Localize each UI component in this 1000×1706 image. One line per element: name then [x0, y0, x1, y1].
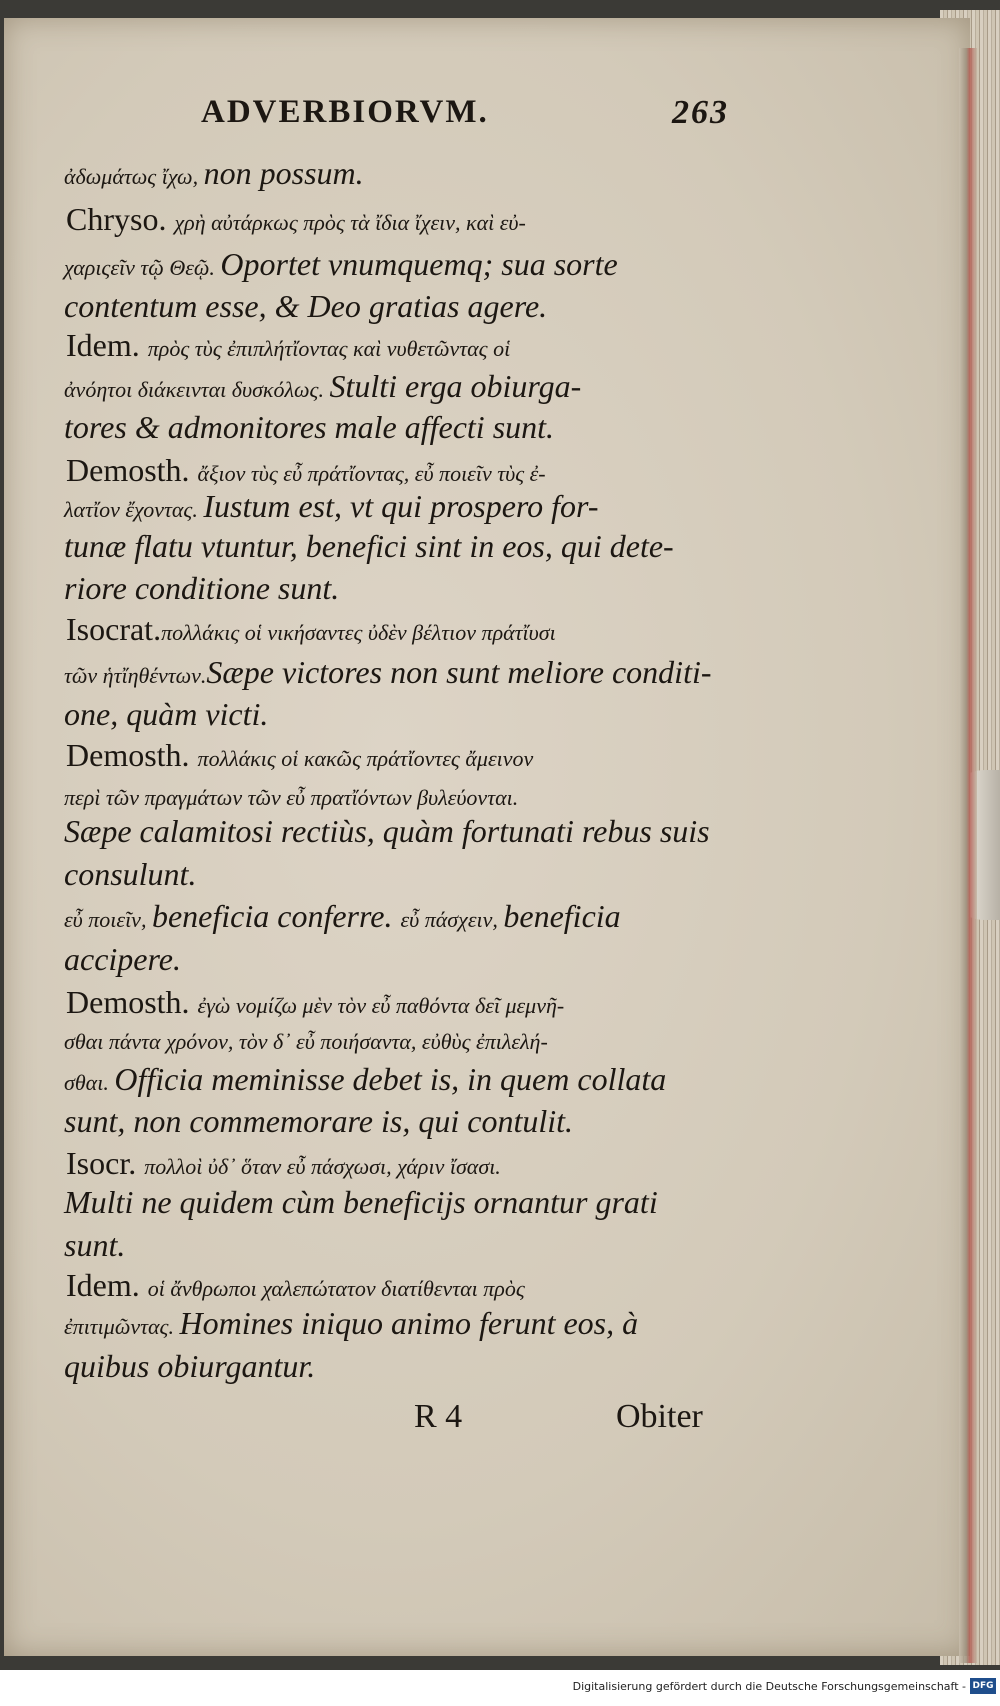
- greek-text: τῶν ἡτἴηθέντων.: [64, 663, 207, 688]
- speaker-label: Isocrat.: [66, 611, 162, 647]
- greek-text: σθαι.: [64, 1070, 115, 1095]
- speaker-label: Demosth.: [66, 452, 198, 488]
- greek-text: πολλάκις οἱ κακῶς πράτἴοντες ἄμεινον: [197, 746, 534, 771]
- latin-text: Sæpe victores non sunt meliore conditi-: [206, 654, 712, 690]
- latin-text: Homines iniquo animo ferunt eos, à: [179, 1305, 639, 1341]
- greek-text: ἄξιον τὺς εὖ πράτἴοντας, εὖ ποιεῖν τὺς ἐ-: [197, 461, 546, 486]
- text-line: [64, 570, 339, 607]
- latin-text: accipere.: [64, 941, 181, 977]
- text-line: [64, 654, 712, 691]
- greek-text: ἀνόητοι διάκεινται δυσκόλως.: [64, 377, 330, 402]
- latin-text: non possum.: [203, 155, 364, 191]
- text-line: [64, 1061, 666, 1098]
- text-line: [64, 1020, 548, 1057]
- latin-text: tores & admonitores male affecti sunt.: [64, 409, 555, 445]
- page-text-block: [4, 18, 970, 1656]
- text-line: [64, 1348, 315, 1385]
- latin-text: Oportet vnumquemq; sua sorte: [220, 246, 618, 282]
- text-line: [66, 1267, 525, 1304]
- greek-text: εὖ ποιεῖν,: [64, 907, 152, 932]
- text-line: [66, 452, 546, 489]
- speaker-label: Idem.: [66, 1267, 148, 1303]
- latin-text: Stulti erga obiurga-: [329, 368, 582, 404]
- speaker-label: Idem.: [66, 327, 148, 363]
- speaker-label: Demosth.: [66, 737, 198, 773]
- digitization-footer: [0, 1672, 1000, 1706]
- text-line: [66, 984, 564, 1021]
- latin-text: sunt, non commemorare is, qui contulit.: [64, 1103, 573, 1139]
- speaker-label: Chryso.: [66, 201, 175, 237]
- latin-text: sunt.: [64, 1227, 126, 1263]
- text-line: [64, 941, 181, 978]
- speaker-label: Demosth.: [66, 984, 198, 1020]
- dfg-logo: DFG: [970, 1678, 996, 1694]
- text-line: [64, 288, 547, 325]
- latin-text: beneficia: [503, 898, 621, 934]
- running-head: ADVERBIORVM.: [201, 94, 489, 130]
- latin-text: Sæpe calamitosi rectiùs, quàm fortunati rebus suis: [64, 813, 710, 849]
- text-line: [64, 488, 599, 525]
- catchword: Obiter: [616, 1398, 703, 1435]
- text-line: [64, 409, 554, 446]
- latin-text: consulunt.: [64, 856, 197, 892]
- text-line: [66, 1145, 501, 1182]
- greek-text: πρὸς τὺς ἐπιπλήτἴοντας καὶ νυθετῶντας οἱ: [147, 336, 511, 361]
- signature-mark: R 4: [414, 1398, 463, 1435]
- text-line: [64, 528, 674, 565]
- greek-text: εὖ πάσχειν,: [400, 907, 504, 932]
- text-line: [64, 898, 621, 935]
- greek-text: σθαι πάντα χρόνον, τὸν δ᾽ εὖ ποιήσαντα, εὐθὺς ἐπιλελή-: [64, 1029, 548, 1054]
- speaker-label: Isocr.: [66, 1145, 145, 1181]
- latin-text: quibus obiurgantur.: [64, 1348, 316, 1384]
- text-line: [64, 696, 268, 733]
- greek-text: ἐγὼ νομίζω μὲν τὸν εὖ παθόντα δεῖ μεμνῆ-: [197, 993, 565, 1018]
- text-line: [64, 1103, 573, 1140]
- text-line: [64, 856, 196, 893]
- latin-text: Multi ne quidem cùm beneficijs ornantur grati: [64, 1184, 658, 1220]
- latin-text: Officia meminisse debet is, in quem collata: [114, 1061, 667, 1097]
- greek-text: ἐπιτιμῶντας.: [64, 1314, 180, 1339]
- greek-text: περὶ τῶν πραγμάτων τῶν εὖ πρατἴόντων βυλεύονται.: [64, 785, 519, 810]
- latin-text: tunæ flatu vtuntur, benefici sint in eos, qui dete-: [64, 528, 674, 564]
- greek-text: οἱ ἄνθρωποι χαλεπώτατον διατίθενται πρὸς: [147, 1276, 525, 1301]
- text-line: [64, 813, 710, 850]
- text-line: [66, 327, 510, 364]
- greek-text: ἀδωμάτως ἴχω,: [64, 164, 204, 189]
- dfg-credit-text: Digitalisierung gefördert durch die Deutsche Forschungsgemeinschaft -: [572, 1680, 966, 1693]
- text-line: [66, 611, 556, 648]
- latin-text: beneficia conferre.: [151, 898, 401, 934]
- greek-text: πολλοὶ ὐδ᾽ ὅταν εὖ πάσχωσι, χάριν ἴσασι.: [144, 1154, 501, 1179]
- text-line: [64, 368, 581, 405]
- text-line: [64, 1184, 658, 1221]
- text-line: [64, 1305, 638, 1342]
- latin-text: contentum esse, & Deo gratias agere.: [64, 288, 548, 324]
- greek-text: λατἴον ἔχοντας.: [64, 497, 204, 522]
- greek-text: χρὴ αὐτάρκως πρὸς τὰ ἴδια ἴχειν, καὶ εὐ-: [174, 210, 526, 235]
- book-page: [4, 18, 970, 1656]
- text-line: [64, 1227, 125, 1264]
- text-line: [64, 155, 364, 192]
- greek-text: πολλάκις οἱ νικήσαντες ὐδὲν βέλτιον πράτἴυσι: [161, 620, 556, 645]
- greek-text: χαριςεῖν τῷ Θεῷ.: [64, 255, 221, 280]
- latin-text: riore conditione sunt.: [64, 570, 340, 606]
- text-line: [64, 776, 518, 813]
- page-number: 263: [672, 94, 729, 131]
- text-line: [64, 246, 618, 283]
- text-line: [66, 201, 526, 238]
- text-line: [66, 737, 533, 774]
- latin-text: one, quàm victi.: [64, 696, 269, 732]
- latin-text: Iustum est, vt qui prospero for-: [203, 488, 599, 524]
